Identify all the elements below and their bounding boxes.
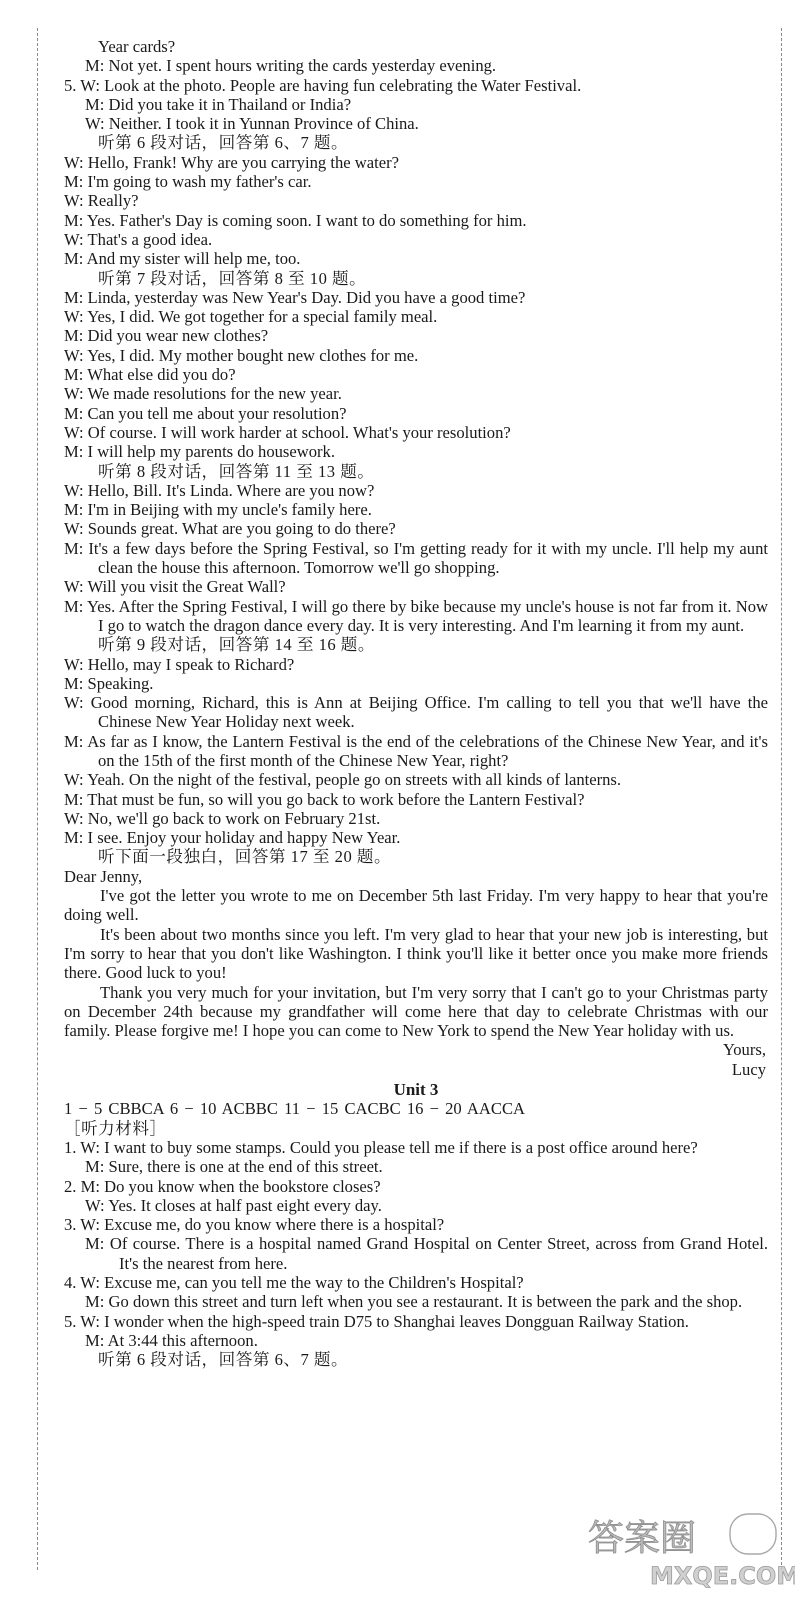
letter-paragraph: I've got the letter you wrote to me on December 5th last Friday. I'm very happy to hear that you're doing well. [64, 886, 768, 925]
letter-greeting: Dear Jenny, [64, 866, 143, 886]
transcript-line: M: At 3:44 this afternoon. [85, 1330, 258, 1350]
transcript-line: 3. W: Excuse me, do you know where there is a hospital? [64, 1215, 445, 1235]
transcript-line: M: Did you wear new clothes? [64, 326, 269, 346]
transcript-line: M: Did you take it in Thailand or India? [85, 94, 352, 114]
section-instruction: 听第 6 段对话，回答第 6、7 题。 [98, 133, 349, 153]
transcript-line: M: It's a few days before the Spring Festival, so I'm getting ready for it with my uncle. I'll help my aunt clean the house this afternoon. Tomorrow we'll go shopping. [64, 538, 768, 578]
document-page [64, 37, 768, 1369]
transcript-line: W: Will you visit the Great Wall? [64, 577, 286, 597]
transcript-block-b [64, 1138, 768, 1370]
section-instruction: 听第 9 段对话，回答第 14 至 16 题。 [98, 635, 375, 655]
transcript-line: W: That's a good idea. [64, 229, 213, 249]
transcript-line: 5. W: Look at the photo. People are having fun celebrating the Water Festival. [64, 75, 582, 95]
letter-paragraph: It's been about two months since you left. I'm very glad to hear that your new job is interesting, but I'm sorry to hear that you don't like Washington. I think you'll like it better once you make more friends there. Good luck to you! [64, 924, 768, 983]
transcript-line: W: Sounds great. What are you going to do there? [64, 519, 396, 539]
transcript-line: M: As far as I know, the Lantern Festival is the end of the celebrations of the Chinese New Year, and it's on the 15th of the first month of the Chinese New Year, right? [64, 731, 768, 770]
transcript-line: M: Sure, there is one at the end of this street. [85, 1157, 383, 1177]
transcript-line: M: Yes. After the Spring Festival, I will go there by bike because my uncle's house is not far from it. Now I go to watch the dragon dance every day. It is very interesting. And I'm learning it from my aunt. [64, 596, 768, 635]
transcript-line: M: What else did you do? [64, 365, 236, 385]
transcript-line: 5. W: I wonder when the high-speed train D75 to Shanghai leaves Dongguan Railway Station. [64, 1311, 689, 1331]
section-instruction: 听下面一段独白，回答第 17 至 20 题。 [98, 847, 392, 867]
answer-key: 1 − 5 CBBCA 6 − 10 ACBBC 11 − 15 CACBC 16 − 20 AACCA [64, 1099, 526, 1119]
transcript-line: W: Of course. I will work harder at school. What's your resolution? [64, 422, 511, 442]
transcript-line: W: Yeah. On the night of the festival, people go on streets with all kinds of lanterns. [64, 770, 622, 790]
watermark-logo [580, 1510, 795, 1592]
transcript-line: M: Of course. There is a hospital named Grand Hospital on Center Street, across from Grand Hotel. It's the nearest from here. [85, 1234, 768, 1273]
transcript-line: W: Good morning, Richard, this is Ann at Beijing Office. I'm calling to tell you that we'll have the Chinese New Year Holiday next week. [64, 693, 768, 732]
transcript-line: M: I'm in Beijing with my uncle's family here. [64, 500, 372, 520]
transcript-line: M: Linda, yesterday was New Year's Day. Did you have a good time? [64, 287, 526, 307]
transcript-line: M: Yes. Father's Day is coming soon. I want to do something for him. [64, 210, 527, 230]
transcript-line: M: I will help my parents do housework. [64, 442, 335, 462]
transcript-line: 2. M: Do you know when the bookstore closes? [64, 1176, 381, 1196]
transcript-line: 4. W: Excuse me, can you tell me the way to the Children's Hospital? [64, 1273, 524, 1292]
transcript-line: M: Can you tell me about your resolution? [64, 403, 347, 423]
transcript-line: M: And my sister will help me, too. [64, 249, 301, 269]
transcript-line: W: Hello, Bill. It's Linda. Where are you now? [64, 480, 375, 500]
section-instruction: 听第 8 段对话，回答第 11 至 13 题。 [98, 461, 375, 481]
transcript-line: W: No, we'll go back to work on February 21st. [64, 808, 381, 828]
section-instruction: 听第 6 段对话，回答第 6、7 题。 [98, 1350, 349, 1370]
transcript-line: M: Speaking. [64, 673, 154, 693]
unit-title: Unit 3 [393, 1080, 439, 1100]
letter [64, 867, 768, 1079]
letter-signature: Lucy [731, 1059, 766, 1079]
transcript-line: M: Go down this street and turn left when you see a restaurant. It is between the park and the shop. [85, 1292, 743, 1312]
transcript-line: W: Yes, I did. My mother bought new clothes for me. [64, 345, 419, 365]
transcript-line: W: Yes, I did. We got together for a special family meal. [64, 307, 438, 327]
letter-closing: Yours, [722, 1040, 766, 1060]
letter-paragraph: Thank you very much for your invitation, but I'm very sorry that I can't go to your Christmas party on December 24th because my grandfather will come here that day to celebrate Christmas with our family. Please forgive me! I hope you can come to New York to spend the New Year holiday with us. [64, 982, 768, 1041]
watermark-text-cn: 答案圈 [588, 1518, 697, 1559]
section-instruction: 听第 7 段对话，回答第 8 至 10 题。 [98, 268, 367, 288]
transcript-line: W: Hello, may I speak to Richard? [64, 654, 295, 674]
transcript-line: 1. W: I want to buy some stamps. Could you please tell me if there is a post office around here? [64, 1137, 698, 1157]
transcript-line: W: Neither. I took it in Yunnan Province of China. [85, 114, 419, 134]
transcript-line: W: Yes. It closes at half past eight every day. [85, 1195, 382, 1215]
section-label: ［听力材料］ [64, 1118, 167, 1138]
transcript-line: W: Hello, Frank! Why are you carrying the water? [64, 152, 399, 172]
transcript-line: M: That must be fun, so will you go back to work before the Lantern Festival? [64, 789, 585, 809]
transcript-line: Year cards? [98, 37, 176, 56]
transcript-line: M: I'm going to wash my father's car. [64, 172, 312, 192]
watermark-text-url: MXQE.COM [650, 1562, 795, 1590]
transcript-line: M: I see. Enjoy your holiday and happy New Year. [64, 828, 401, 848]
transcript-block-a [64, 37, 768, 867]
right-margin-rule [781, 28, 782, 1570]
transcript-line: W: We made resolutions for the new year. [64, 384, 342, 404]
left-margin-rule [37, 28, 38, 1570]
transcript-line: W: Really? [64, 191, 139, 211]
transcript-line: M: Not yet. I spent hours writing the cards yesterday evening. [85, 56, 497, 76]
